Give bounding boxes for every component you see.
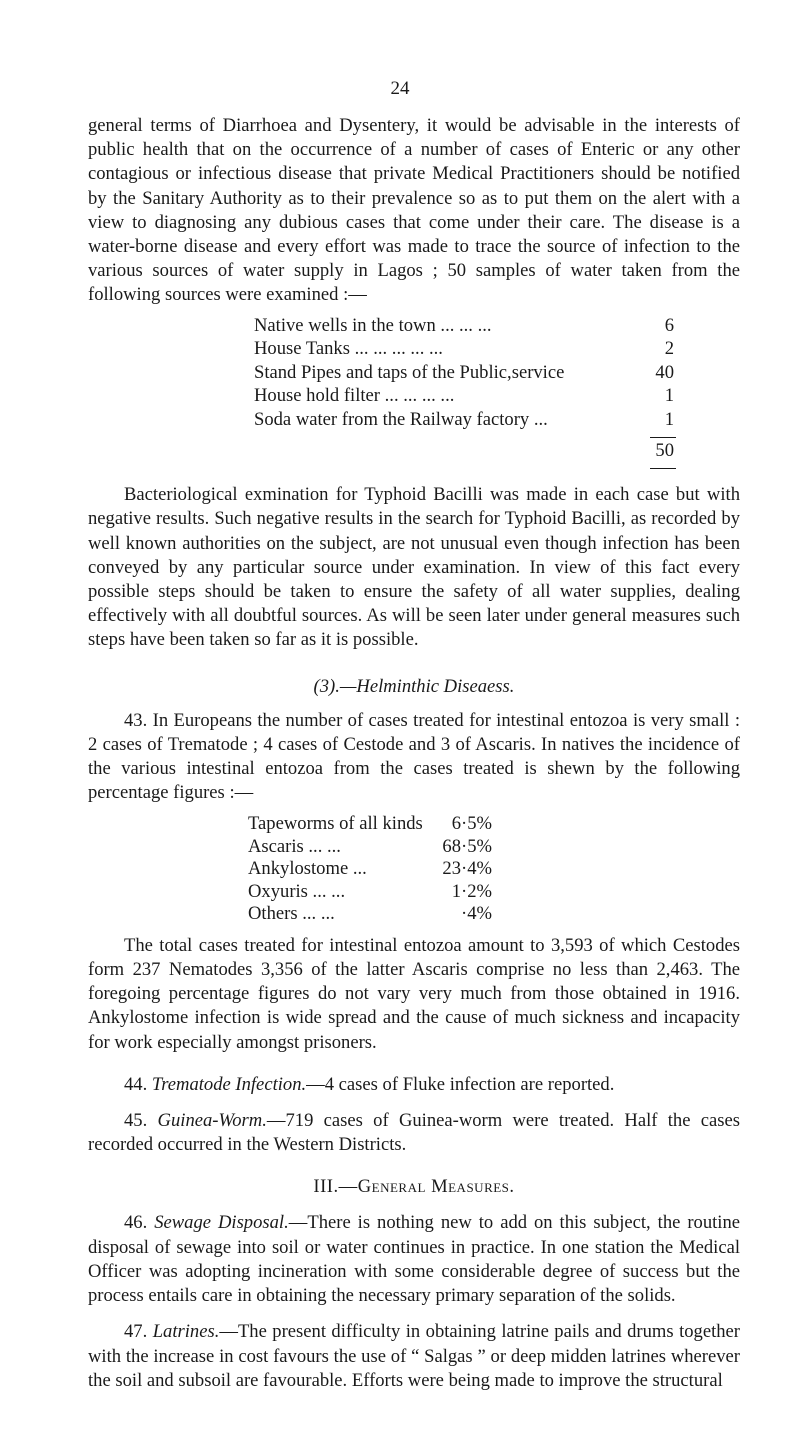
table-row	[254, 314, 674, 338]
source-label: Stand Pipes and taps of the Public,service	[254, 361, 565, 383]
source-count: 1	[664, 385, 674, 407]
entozoa-percent: 68·5%	[442, 835, 492, 857]
water-sources-table	[254, 314, 674, 470]
paragraph-bacteriological: Bacteriological exmination for Typhoid Bacilli was made in each case but with negative results. Such negative results in the search for Typhoid Bacilli, as recorded by well known authorities on the subject, are not unusual even though infection has been conveyed by any particular source under examination. In view of this fact every possible steps should be taken to ensure the safety of all water supplies, dealing effectively with all doubtful sources. As will be seen later under general measures such steps have been taken so far as it is possible.	[88, 484, 740, 651]
page-content	[88, 114, 740, 1393]
para-title: Sewage Disposal.	[154, 1212, 289, 1234]
entozoa-label: Oxyuris ... ...	[248, 880, 346, 902]
table-row	[254, 384, 674, 408]
page-number: 24	[390, 78, 410, 99]
para-number: 47.	[124, 1321, 148, 1343]
table-row	[248, 858, 492, 881]
paragraph-45	[88, 1109, 740, 1157]
paragraph-water-sources-intro: general terms of Diarrhoea and Dysentery, it would be advisable in the interests of public health that on the occurrence of a number of cases of Enteric or any other contagious or infectious disease that private Medical Practitioners should be notified by the Sanitary Authority as to their prevalence so as to put them on the alert with a view to diagnosing any dubious cases that come under their care. The disease is a water-borne disease and every effort was made to trace the source of infection to the various sources of water supply in Lagos ; 50 samples of water taken from the following sources were examined :—	[88, 115, 740, 306]
heading-general-measures-text: III.—General Measures.	[313, 1176, 515, 1198]
paragraph-total-entozoa: The total cases treated for intestinal entozoa amount to 3,593 of which Cestodes form 237 Nematodes 3,356 of the latter Ascaris comprise no less than 2,463. The foregoing percentage figures do not vary very much from those obtained in 1916. Ankylostome infection is wide spread and the cause of much sickness and incapacity for work especially amongst prisoners.	[88, 934, 740, 1053]
table-row	[248, 836, 492, 859]
entozoa-percent: ·4%	[461, 903, 492, 925]
entozoa-label: Others ... ...	[248, 903, 335, 925]
table-row	[254, 408, 674, 432]
entozoa-label: Tapeworms of all kinds	[248, 813, 423, 835]
water-sources-total: 50	[655, 440, 674, 462]
para-text: —The present difficulty in obtaining latrine pails and drums together with the increase in cost favours the use of “ Salgas ” or deep midden latrines wherever the soil and subsoil are favourable. Efforts were being made to improve the structural	[88, 1321, 740, 1391]
table-row	[248, 881, 492, 904]
paragraph-47	[88, 1320, 740, 1393]
para-number: 45.	[124, 1110, 148, 1132]
heading-helminthic	[88, 675, 740, 699]
table-row	[254, 337, 674, 361]
entozoa-percent: 6·5%	[451, 813, 492, 835]
entozoa-label: Ankylostome ...	[248, 858, 367, 880]
para-title: Trematode Infection.	[151, 1073, 307, 1095]
para-title: Guinea-Worm.	[157, 1110, 267, 1132]
source-count: 6	[664, 314, 674, 336]
para-text: —4 cases of Fluke infection are reported.	[306, 1073, 615, 1095]
source-count: 1	[664, 408, 674, 430]
entozoa-percent: 1·2%	[451, 880, 492, 902]
heading-helminthic-text: (3).—Helminthic Diseaess.	[313, 675, 515, 697]
total-underline	[650, 468, 676, 469]
heading-general-measures	[88, 1175, 740, 1199]
para-text: —There is nothing new to add on this subject, the routine disposal of sewage into soil or water continues in practice. In one station the Medical Officer was adopting incineration with some considerable degree of success but the process entails care in obtaining the necessary primary separation of the solids.	[88, 1212, 741, 1307]
entozoa-percent: 23·4%	[442, 858, 492, 880]
paragraph-46	[88, 1211, 740, 1308]
percentage-table	[248, 813, 492, 926]
source-label: House hold filter ... ... ... ...	[254, 385, 455, 407]
para-number: 46.	[124, 1212, 148, 1234]
paragraph-44	[88, 1073, 740, 1097]
source-count: 2	[664, 338, 674, 360]
para-number: 44.	[124, 1073, 148, 1095]
table-row	[248, 813, 492, 836]
source-count: 40	[655, 361, 674, 383]
source-label: House Tanks ... ... ... ... ...	[254, 338, 443, 360]
entozoa-label: Ascaris ... ...	[248, 835, 341, 857]
source-label: Native wells in the town ... ... ...	[254, 314, 492, 336]
paragraph-43: 43. In Europeans the number of cases treated for intestinal entozoa is very small : 2 cases of Trematode ; 4 cases of Cestode and 3 of Ascaris. In natives the incidence of the various intestinal entozoa from the cases treated is shewn by the following percentage figures :—	[88, 709, 740, 804]
para-text: —719 cases of Guinea-worm were treated. Half the cases recorded occurred in the Western Districts.	[88, 1110, 740, 1156]
table-row	[248, 903, 492, 926]
source-label: Soda water from the Railway factory ...	[254, 408, 548, 430]
para-title: Latrines.	[152, 1321, 220, 1343]
table-row	[254, 361, 674, 385]
